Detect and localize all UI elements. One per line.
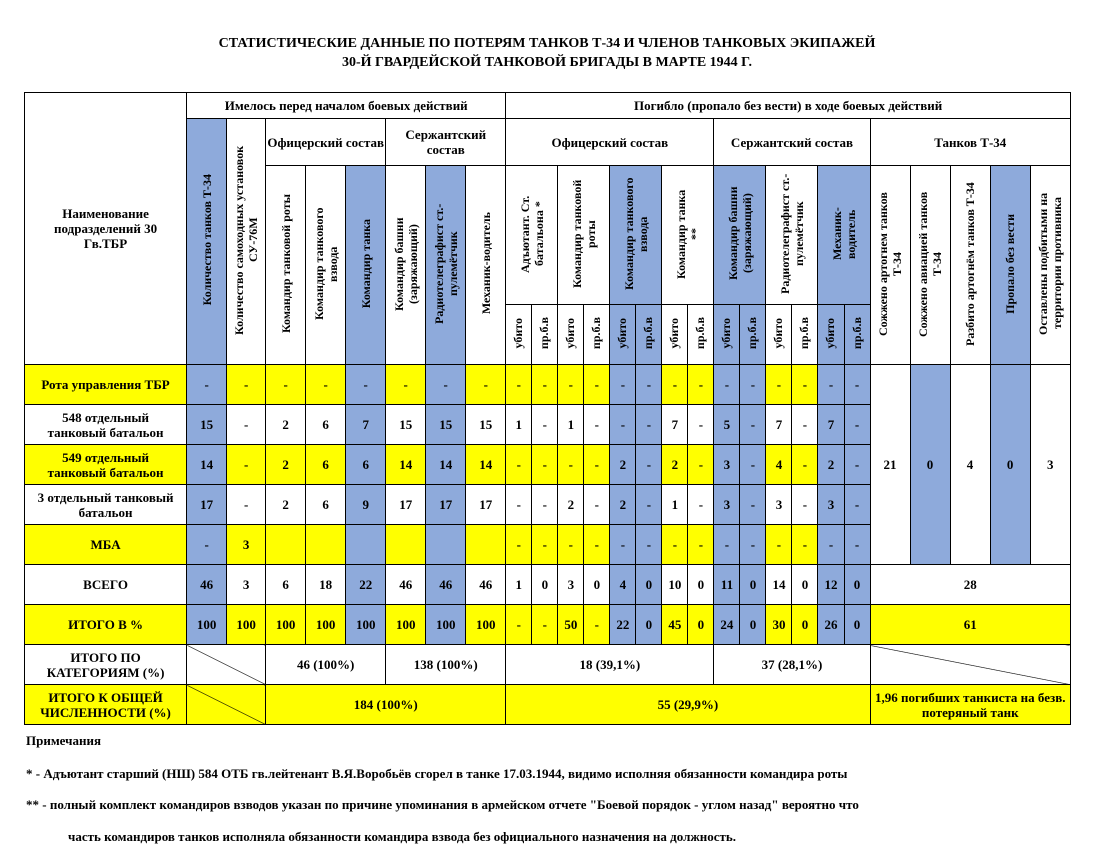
lost-cell: 3: [714, 445, 740, 485]
tanks-lost-header: Танков Т-34: [870, 119, 1070, 166]
lost-cell: -: [610, 405, 636, 445]
lost-cell: -: [688, 485, 714, 525]
percent-lost-cell: 22: [610, 605, 636, 645]
lost-cell: -: [532, 445, 558, 485]
percent-lost-cell: 0: [740, 605, 766, 645]
losses-table: [24, 92, 1071, 725]
lost-cell: -: [558, 525, 584, 565]
lost-cell: -: [558, 445, 584, 485]
lost-cell: -: [844, 405, 870, 445]
before-cell: 15: [386, 405, 426, 445]
lost-cell: -: [584, 485, 610, 525]
t-burned-art-header: Сожжено артогнем танков Т-34: [870, 166, 910, 365]
lost-cell: 1: [662, 485, 688, 525]
overall-label: ИТОГО К ОБЩЕЙ ЧИСЛЕННОСТИ (%): [25, 685, 187, 725]
before-cell: -: [187, 365, 227, 405]
l-radio-header: Радиотелеграфист ст.-пулемётчик: [766, 166, 818, 305]
lost-cell: 2: [610, 485, 636, 525]
total-lost-cell: 0: [740, 565, 766, 605]
lost-cell: -: [688, 365, 714, 405]
before-cell: 14: [426, 445, 466, 485]
subheader-missing: пр.б.в: [532, 305, 558, 365]
lost-cell: 3: [714, 485, 740, 525]
before-cell: 14: [187, 445, 227, 485]
lost-cell: -: [714, 365, 740, 405]
total-lost-cell: 14: [766, 565, 792, 605]
total-before-cell: 6: [266, 565, 306, 605]
lost-cell: 2: [818, 445, 844, 485]
before-cell: -: [227, 445, 266, 485]
before-cell: [346, 525, 386, 565]
total-lost-cell: 12: [818, 565, 844, 605]
lost-cell: 1: [506, 405, 532, 445]
category-sergeants-before: 138 (100%): [386, 645, 506, 685]
lost-cell: 3: [766, 485, 792, 525]
l-platoon-cmd-header: Командир танкового взвода: [610, 166, 662, 305]
tanks-lost-cell: 3: [1030, 365, 1070, 565]
lost-cell: -: [506, 365, 532, 405]
unit-name: Рота управления ТБР: [25, 365, 187, 405]
percent-lost-cell: 26: [818, 605, 844, 645]
before-cell: [386, 525, 426, 565]
lost-cell: -: [792, 445, 818, 485]
total-lost-cell: 0: [792, 565, 818, 605]
lost-cell: 2: [610, 445, 636, 485]
before-cell: 3: [227, 525, 266, 565]
percent-before-cell: 100: [266, 605, 306, 645]
l-driver-header: Механик-водитель: [818, 166, 870, 305]
unit-name: 3 отдельный танковый батальон: [25, 485, 187, 525]
lost-cell: -: [662, 365, 688, 405]
percent-row: [25, 605, 1071, 645]
officers-before-header: Офицерский состав: [266, 119, 386, 166]
l-turret-cmd-header: Командир башни (заряжающий): [714, 166, 766, 305]
before-cell: 2: [266, 405, 306, 445]
lost-cell: 7: [662, 405, 688, 445]
subheader-killed: убито: [766, 305, 792, 365]
before-cell: [306, 525, 346, 565]
before-cell: -: [187, 525, 227, 565]
percent-lost-cell: 50: [558, 605, 584, 645]
percent-lost-cell: 24: [714, 605, 740, 645]
sergeants-before-header: Сержантский состав: [386, 119, 506, 166]
before-cell: 14: [386, 445, 426, 485]
before-cell: 15: [466, 405, 506, 445]
percent-lost-cell: -: [584, 605, 610, 645]
percent-lost-cell: 0: [636, 605, 662, 645]
lost-cell: 5: [714, 405, 740, 445]
lost-cell: -: [636, 405, 662, 445]
subheader-killed: убито: [818, 305, 844, 365]
subheader-missing: пр.б.в: [584, 305, 610, 365]
before-cell: 2: [266, 485, 306, 525]
before-cell: 2: [266, 445, 306, 485]
lost-cell: -: [792, 365, 818, 405]
lost-cell: 7: [818, 405, 844, 445]
total-tanks-cell: 28: [870, 565, 1070, 605]
overall-row: [25, 685, 1071, 725]
before-cell: -: [306, 365, 346, 405]
subheader-killed: убито: [610, 305, 636, 365]
lost-cell: -: [792, 525, 818, 565]
total-lost-cell: 0: [532, 565, 558, 605]
total-lost-cell: 11: [714, 565, 740, 605]
lost-cell: -: [532, 365, 558, 405]
lost-cell: -: [506, 485, 532, 525]
percent-lost-cell: 0: [844, 605, 870, 645]
before-cell: 6: [306, 485, 346, 525]
before-group-header: Имелось перед началом боевых действий: [187, 93, 506, 119]
officers-lost-header: Офицерский состав: [506, 119, 714, 166]
percent-before-cell: 100: [466, 605, 506, 645]
lost-cell: -: [636, 525, 662, 565]
l-tank-cmd-header: Командир танка **: [662, 166, 714, 305]
lost-cell: -: [506, 525, 532, 565]
before-cell: -: [227, 365, 266, 405]
subheader-killed: убито: [558, 305, 584, 365]
total-label: ВСЕГО: [25, 565, 187, 605]
before-cell: -: [227, 485, 266, 525]
before-cell: 6: [306, 445, 346, 485]
percent-lost-cell: -: [532, 605, 558, 645]
col-tank-cmd-header: Командир танка: [346, 166, 386, 365]
before-cell: 9: [346, 485, 386, 525]
subheader-missing: пр.б.в: [844, 305, 870, 365]
title-line-1: СТАТИСТИЧЕСКИЕ ДАННЫЕ ПО ПОТЕРЯМ ТАНКОВ Т-34 И ЧЛЕНОВ ТАНКОВЫХ ЭКИПАЖЕЙ: [218, 36, 876, 51]
before-cell: -: [227, 405, 266, 445]
total-before-cell: 46: [466, 565, 506, 605]
before-cell: -: [266, 365, 306, 405]
category-officers-lost: 18 (39,1%): [506, 645, 714, 685]
lost-cell: -: [636, 485, 662, 525]
lost-cell: -: [740, 525, 766, 565]
lost-cell: -: [688, 445, 714, 485]
lost-cell: 1: [558, 405, 584, 445]
lost-cell: -: [636, 445, 662, 485]
subheader-missing: пр.б.в: [688, 305, 714, 365]
before-cell: [266, 525, 306, 565]
lost-cell: -: [610, 365, 636, 405]
before-cell: [426, 525, 466, 565]
lost-group-header: Погибло (пропало без вести) в ходе боевых действий: [506, 93, 1071, 119]
category-row: [25, 645, 1071, 685]
t-broken-art-header: Разбито артогнём танков Т-34: [950, 166, 990, 365]
lost-cell: -: [818, 365, 844, 405]
lost-cell: -: [584, 365, 610, 405]
percent-before-cell: 100: [426, 605, 466, 645]
total-before-cell: 46: [187, 565, 227, 605]
subheader-killed: убито: [662, 305, 688, 365]
category-tanks-diagonal: [870, 645, 1070, 685]
percent-before-cell: 100: [346, 605, 386, 645]
lost-cell: 3: [818, 485, 844, 525]
lost-cell: -: [740, 445, 766, 485]
before-cell: 6: [306, 405, 346, 445]
before-cell: 14: [466, 445, 506, 485]
percent-lost-cell: 0: [792, 605, 818, 645]
subheader-killed: убито: [714, 305, 740, 365]
total-row: [25, 565, 1071, 605]
table-row: [25, 365, 1071, 405]
lost-cell: -: [740, 485, 766, 525]
total-lost-cell: 0: [584, 565, 610, 605]
total-lost-cell: 0: [844, 565, 870, 605]
category-sergeants-lost: 37 (28,1%): [714, 645, 870, 685]
before-cell: 17: [426, 485, 466, 525]
col-platoon-cmd-header: Командир танкового взвода: [306, 166, 346, 365]
category-diagonal: [187, 645, 266, 685]
lost-cell: -: [792, 405, 818, 445]
lost-cell: -: [506, 445, 532, 485]
total-before-cell: 46: [386, 565, 426, 605]
total-lost-cell: 0: [636, 565, 662, 605]
percent-before-cell: 100: [386, 605, 426, 645]
lost-cell: -: [532, 405, 558, 445]
lost-cell: -: [844, 365, 870, 405]
l-adjutant-header: Адъютант. Ст. батальона *: [506, 166, 558, 305]
lost-cell: -: [532, 485, 558, 525]
total-before-cell: 22: [346, 565, 386, 605]
lost-cell: -: [792, 485, 818, 525]
lost-cell: -: [584, 525, 610, 565]
overall-lost: 55 (29,9%): [506, 685, 870, 725]
before-cell: -: [346, 365, 386, 405]
note-2: ** - полный комплект командиров взводов указан по причине упоминания в армейском отчете "Боевой порядок - углом назад" вероятно что: [26, 797, 859, 812]
before-cell: 15: [426, 405, 466, 445]
overall-before: 184 (100%): [266, 685, 506, 725]
col-su76-header: Количество самоходных установок СУ-76М: [227, 119, 266, 365]
before-cell: -: [466, 365, 506, 405]
percent-lost-cell: 0: [688, 605, 714, 645]
before-cell: 15: [187, 405, 227, 445]
col-turret-cmd-header: Командир башни (заряжающий): [386, 166, 426, 365]
overall-tanks-note: 1,96 погибших танкиста на безв. потеряный танк: [870, 685, 1070, 725]
lost-cell: -: [662, 525, 688, 565]
total-lost-cell: 0: [688, 565, 714, 605]
before-cell: -: [386, 365, 426, 405]
lost-cell: -: [740, 405, 766, 445]
tanks-lost-cell: 4: [950, 365, 990, 565]
total-before-cell: 46: [426, 565, 466, 605]
overall-diagonal: [187, 685, 266, 725]
lost-cell: -: [740, 365, 766, 405]
col-radio-header: Радиотелеграфист ст.-пулемётчик: [426, 166, 466, 365]
percent-lost-cell: -: [506, 605, 532, 645]
percent-before-cell: 100: [187, 605, 227, 645]
lost-cell: 2: [558, 485, 584, 525]
before-cell: 7: [346, 405, 386, 445]
total-lost-cell: 1: [506, 565, 532, 605]
before-cell: 17: [386, 485, 426, 525]
unit-name: 548 отдельный танковый батальон: [25, 405, 187, 445]
subheader-missing: пр.б.в: [740, 305, 766, 365]
col-tanks-header: Количество танков Т-34: [187, 119, 227, 365]
subheader-killed: убито: [506, 305, 532, 365]
sergeants-lost-header: Сержантский состав: [714, 119, 870, 166]
total-lost-cell: 4: [610, 565, 636, 605]
category-label: ИТОГО ПО КАТЕГОРИЯМ (%): [25, 645, 187, 685]
percent-lost-cell: 30: [766, 605, 792, 645]
lost-cell: 2: [662, 445, 688, 485]
lost-cell: -: [844, 445, 870, 485]
lost-cell: -: [610, 525, 636, 565]
percent-lost-cell: 45: [662, 605, 688, 645]
percent-before-cell: 100: [227, 605, 266, 645]
lost-cell: -: [636, 365, 662, 405]
before-cell: 6: [346, 445, 386, 485]
category-officers-before: 46 (100%): [266, 645, 386, 685]
tanks-lost-cell: 0: [910, 365, 950, 565]
lost-cell: -: [558, 365, 584, 405]
lost-cell: -: [584, 445, 610, 485]
page-title: [0, 34, 1094, 72]
lost-cell: -: [766, 365, 792, 405]
before-cell: 17: [187, 485, 227, 525]
col-driver-header: Механик-водитель: [466, 166, 506, 365]
lost-cell: -: [532, 525, 558, 565]
lost-cell: -: [818, 525, 844, 565]
t-burned-air-header: Сожжено авиацией танков Т-34: [910, 166, 950, 365]
l-company-cmd-header: Командир танковой роты: [558, 166, 610, 305]
tanks-lost-cell: 0: [990, 365, 1030, 565]
lost-cell: -: [714, 525, 740, 565]
lost-cell: -: [688, 405, 714, 445]
lost-cell: -: [844, 525, 870, 565]
lost-cell: 7: [766, 405, 792, 445]
t-left-header: Оставлены подбитыми на территории противника: [1030, 166, 1070, 365]
before-cell: [466, 525, 506, 565]
total-lost-cell: 3: [558, 565, 584, 605]
notes-heading: Примечания: [26, 733, 101, 748]
unit-name: МБА: [25, 525, 187, 565]
note-1: * - Адъютант старший (НШ) 584 ОТБ гв.лейтенант В.Я.Воробьёв сгорел в танке 17.03.1944, видимо исполняя обязанности командира роты: [26, 766, 848, 781]
total-before-cell: 3: [227, 565, 266, 605]
total-lost-cell: 10: [662, 565, 688, 605]
unit-name-header: Наименование подразделений 30 Гв.ТБР: [25, 93, 187, 365]
percent-label: ИТОГО В %: [25, 605, 187, 645]
tanks-lost-cell: 21: [870, 365, 910, 565]
lost-cell: -: [766, 525, 792, 565]
lost-cell: -: [584, 405, 610, 445]
before-cell: -: [426, 365, 466, 405]
lost-cell: 4: [766, 445, 792, 485]
note-3: часть командиров танков исполняла обязанности командира взвода без официального назначения на должность.: [68, 829, 737, 844]
subheader-missing: пр.б.в: [636, 305, 662, 365]
percent-before-cell: 100: [306, 605, 346, 645]
col-company-cmd-header: Командир танковой роты: [266, 166, 306, 365]
t-missing-header: Пропало без вести: [990, 166, 1030, 365]
total-before-cell: 18: [306, 565, 346, 605]
lost-cell: -: [844, 485, 870, 525]
before-cell: 17: [466, 485, 506, 525]
lost-cell: -: [688, 525, 714, 565]
title-line-2: 30-Й ГВАРДЕЙСКОЙ ТАНКОВОЙ БРИГАДЫ В МАРТЕ 1944 Г.: [341, 55, 753, 70]
percent-tanks-cell: 61: [870, 605, 1070, 645]
subheader-missing: пр.б.в: [792, 305, 818, 365]
unit-name: 549 отдельный танковый батальон: [25, 445, 187, 485]
